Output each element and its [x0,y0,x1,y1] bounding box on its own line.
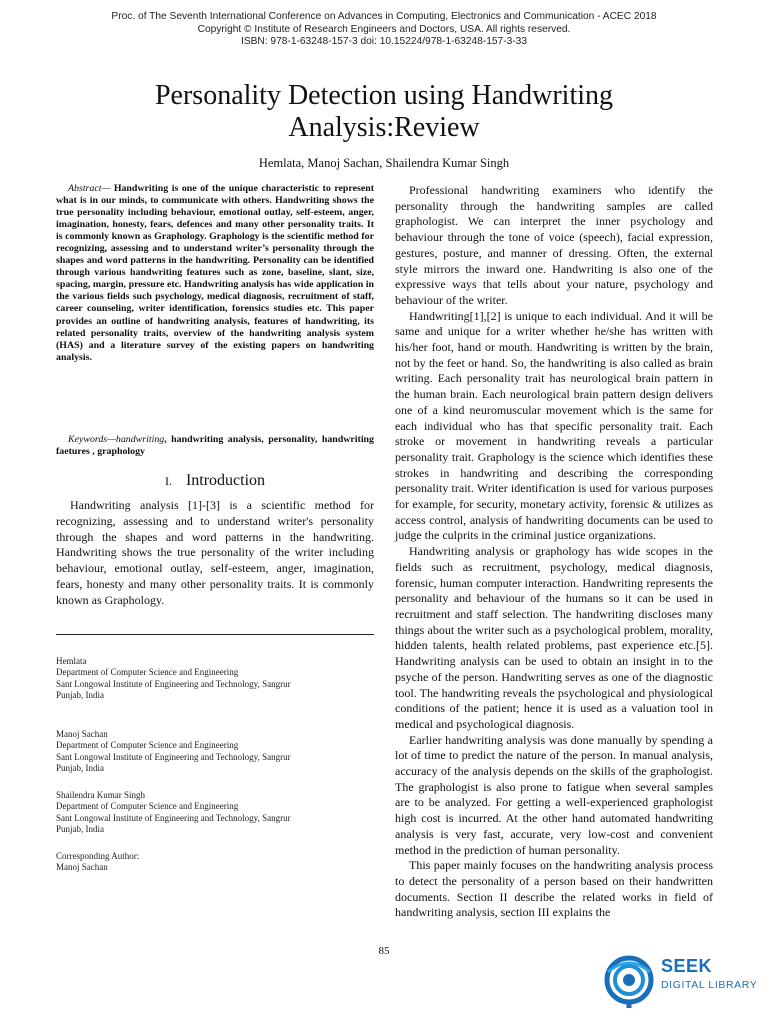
affiliation-name: Hemlata [56,656,87,666]
seek-digital-library-logo [603,950,763,1010]
header-line-3: ISBN: 978-1-63248-157-3 doi: 10.15224/978-1-63248-157-3-33 [240,36,528,47]
affiliation-1 [56,656,374,701]
title-line-1: Personality Detection using Handwriting [154,80,614,111]
corresponding-name: Manoj Sachan [56,862,108,873]
body-paragraph-1: Professional handwriting examiners who identify the personality through the handwriting samples are called graphologist. We can interpret the inner psychology and behaviour through the tone of voice (speech), facial expression, gestures, posture, and manner of dressing. Often, the external style mirrors the inward one. Handwriting is also one of the expressive ways that tells about your nature, psychology and behaviour of the writer. [395,183,713,307]
abstract [56,183,374,364]
affiliation-name: Shailendra Kumar Singh [56,790,145,800]
author-list: Hemlata, Manoj Sachan, Shailendra Kumar Singh [258,156,510,170]
keywords [56,434,374,458]
intro-paragraph: Handwriting analysis [1]-[3] is a scientific method for recognizing, assessing and to understand writer's personality through the shapes and word patterns in the handwriting. Handwriting shows the true personality of the writer including behaviour, emotional outlay, self-esteem, anger, imagination, fears, honesty and many other personality traits. It is commonly known as Graphology. [56,498,374,607]
affiliation-dept: Department of Computer Science and Engineering [56,740,239,751]
keywords-text: , handwriting analysis, personality, handwriting faetures , graphology [56,434,374,458]
paper-title [0,80,768,144]
affiliation-loc: Punjab, India [56,823,104,834]
section-number: I. [164,474,172,488]
body-paragraph-4: Earlier handwriting analysis was done manually by spending a lot of time to predict the nature of the person. In manual analysis, accuracy of the analysis depends on the skills of the graphologist. The graphologist is also prone to fatigue when several samples are to be analyzed. For getting a well-experienced graphologist high cost is incurred. At the other hand automated handwriting analysis is very fast, accurate, very low-cost and convenient method in the prediction of human personality. [395,732,713,857]
abstract-label: Abstract— [68,183,111,194]
body-paragraph-5: This paper mainly focuses on the handwriting analysis process to detect the personality of a person based on their handwritten documents. Section II describe the related works in field of handwriting analysis, section III explains the [395,858,713,920]
header-line-1: Proc. of The Seventh International Conference on Advances in Computing, Electronics and Communication - ACEC 2018 [111,11,657,22]
abstract-text: Handwriting is one of the unique characteristic to represent what is in our minds, to communicate with others. Handwriting shows the true personality including behaviour, emotional outlay, self-esteem, anger, imagination, honesty, fears, defences and many other personality traits. It is commonly known as Graphology. Graphology is the scientific method for recognizing, assessing and to understand writer’s personality through the shapes and word patterns in the handwriting. Personality can be identified through various handwriting features such as zone, baseline, slant, size, spacing, margin, pressure etc. Handwriting analysis has wide application in the various fields such psychology, medical diagnosis, recruitment of staff, career counseling, writer identification, forensics studies etc. This paper provides an outline of handwriting analysis, features of handwriting, its related personality traits, overview of the handwriting analysis system (HAS) and a literature survey of the existing papers on handwriting analysis. [56,183,374,363]
header-line-2: Copyright © Institute of Research Engineers and Doctors, USA. All rights reserved. [197,23,571,35]
affiliation-inst: Sant Longowal Institute of Engineering and Technology, Sangrur [56,678,291,689]
section-heading-introduction [56,472,374,490]
affiliation-loc: Punjab, India [56,689,104,700]
section-title: Introduction [185,472,266,489]
footnote-divider [56,634,374,635]
page-number: 85 [378,945,390,957]
affiliation-loc: Punjab, India [56,762,104,773]
affiliation-3 [56,790,374,835]
left-column [56,183,374,364]
affiliation-inst: Sant Longowal Institute of Engineering and Technology, Sangrur [56,812,291,823]
keywords-label: Keywords—handwriting [68,434,165,445]
right-column [395,183,713,921]
corresponding-author [56,851,374,874]
conference-header [0,11,768,49]
affiliation-inst: Sant Longowal Institute of Engineering and Technology, Sangrur [56,751,291,762]
logo-brand: SEEK [661,956,713,976]
affiliation-name: Manoj Sachan [56,729,108,739]
body-paragraph-2: Handwriting[1],[2] is unique to each individual. And it will be same and unique for a writer whether he/she has written with his/her foot, hand or mouth. Handwriting is written by the brain, not by the feet or hand. So, the handwriting is also called as brain writing. Each personality trait has neurological brain pattern in the human brain. Each neurological brain pattern design delivers one of a kind neuromuscular movement which is the same for each individual who has that specific personality trait. Each stroke or movement in handwriting reveals a particular personality trait. Graphology is the science which identifies these strokes in handwriting and describing the corresponding personality trait. Writer identification is used for various purposes for example, for security, monetary activity, forensic & utilizes as access control, analysis of handwriting documents can be used to judge the culprits in the criminal justice organizations. [395,308,713,543]
logo-subtitle: DIGITAL LIBRARY [661,979,758,991]
seek-logo-icon [603,950,655,1010]
corresponding-label: Corresponding Author: [56,851,140,861]
affiliation-2 [56,729,374,774]
affiliation-dept: Department of Computer Science and Engineering [56,667,239,678]
title-line-2: Analysis:Review [288,112,480,143]
body-paragraph-3: Handwriting analysis or graphology has wide scopes in the fields such as recruitment, psychology, medical diagnosis, forensic, human computer interaction. Handwriting represents the personality and behaviour of the humans so it can be used in recruitment and staff selection. The handwriting discloses many things about the writer such as a psychological problem, morality, hidden talents, health related problems, past experience etc.[5]. Handwriting analysis can be used to obtain an insight in to the psyche of the person. Handwriting serves as one of the diagnostic tool. The handwriting reveals the psychological and physiological conditions of the patient; hence it is used as a valuation tool in medical and psychological diagnosis. [395,544,713,731]
affiliation-dept: Department of Computer Science and Engineering [56,801,239,812]
